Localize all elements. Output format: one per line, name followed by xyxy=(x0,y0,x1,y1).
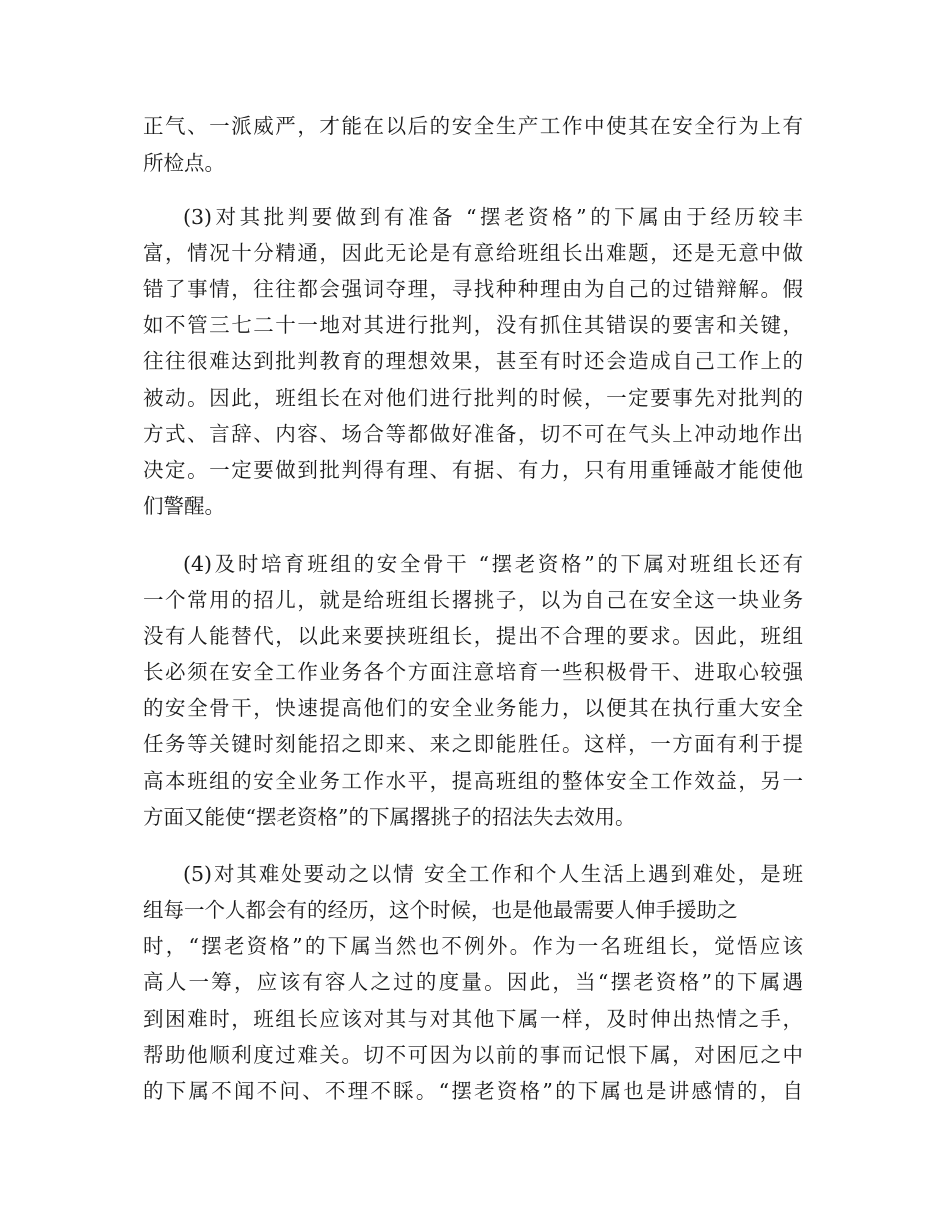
text-line: 被动。因此，班组长在对他们进行批判的时候，一定要事先对批判的 xyxy=(143,386,803,410)
text-line: (4)及时培育班组的安全骨干 “摆老资格”的下属对班组长还有 xyxy=(183,552,803,576)
text-line: 长必须在安全工作业务各个方面注意培育一些积极骨干、进取心较强 xyxy=(143,660,803,684)
text-line: 所检点。 xyxy=(143,151,225,175)
text-line: 时，“摆老资格”的下属当然也不例外。作为一名班组长，觉悟应该 xyxy=(143,934,803,958)
text-line: 往往很难达到批判教育的理想效果，甚至有时还会造成自己工作上的 xyxy=(143,349,803,373)
text-line: 富，情况十分精通，因此无论是有意给班组长出难题，还是无意中做 xyxy=(143,241,803,265)
text-line: 任务等关键时刻能招之即来、来之即能胜任。这样，一方面有利于提 xyxy=(143,732,803,756)
text-line: 的安全骨干，快速提高他们的安全业务能力，以便其在执行重大安全 xyxy=(143,696,803,720)
text-line: 的下属不闻不问、不理不睬。“摆老资格”的下属也是讲感情的，自 xyxy=(143,1079,803,1103)
text-line: 高人一筹，应该有容人之过的度量。因此，当“摆老资格”的下属遇 xyxy=(143,970,803,994)
text-line: 方式、言辞、内容、场合等都做好准备，切不可在气头上冲动地作出 xyxy=(143,422,803,446)
text-line: 一个常用的招儿，就是给班组长撂挑子，以为自己在安全这一块业务 xyxy=(143,588,803,612)
text-line: 决定。一定要做到批判得有理、有据、有力，只有用重锤敲才能使他 xyxy=(143,458,803,482)
text-line: 如不管三七二十一地对其进行批判，没有抓住其错误的要害和关键， xyxy=(143,313,803,337)
text-line: (5)对其难处要动之以情 安全工作和个人生活上遇到难处，是班 xyxy=(183,862,803,886)
text-line: 方面又能使“摆老资格”的下属撂挑子的招法失去效用。 xyxy=(143,805,636,829)
text-line: 正气、一派威严，才能在以后的安全生产工作中使其在安全行为上有 xyxy=(143,114,803,138)
text-line: 到困难时，班组长应该对其与对其他下属一样，及时伸出热情之手， xyxy=(143,1007,803,1031)
text-line: 没有人能替代，以此来要挟班组长，提出不合理的要求。因此，班组 xyxy=(143,624,803,648)
text-line: 帮助他顺利度过难关。切不可因为以前的事而记恨下属，对困厄之中 xyxy=(143,1043,803,1067)
text-line: (3)对其批判要做到有准备 “摆老资格”的下属由于经历较丰 xyxy=(183,205,803,229)
text-line: 组每一个人都会有的经历，这个时候，也是他最需要人伸手援助之 xyxy=(143,898,738,922)
text-line: 高本班组的安全业务工作水平，提高班组的整体安全工作效益，另一 xyxy=(143,769,803,793)
text-line: 们警醒。 xyxy=(143,494,225,518)
text-line: 错了事情，往往都会强词夺理，寻找种种理由为自己的过错辩解。假 xyxy=(143,277,803,301)
